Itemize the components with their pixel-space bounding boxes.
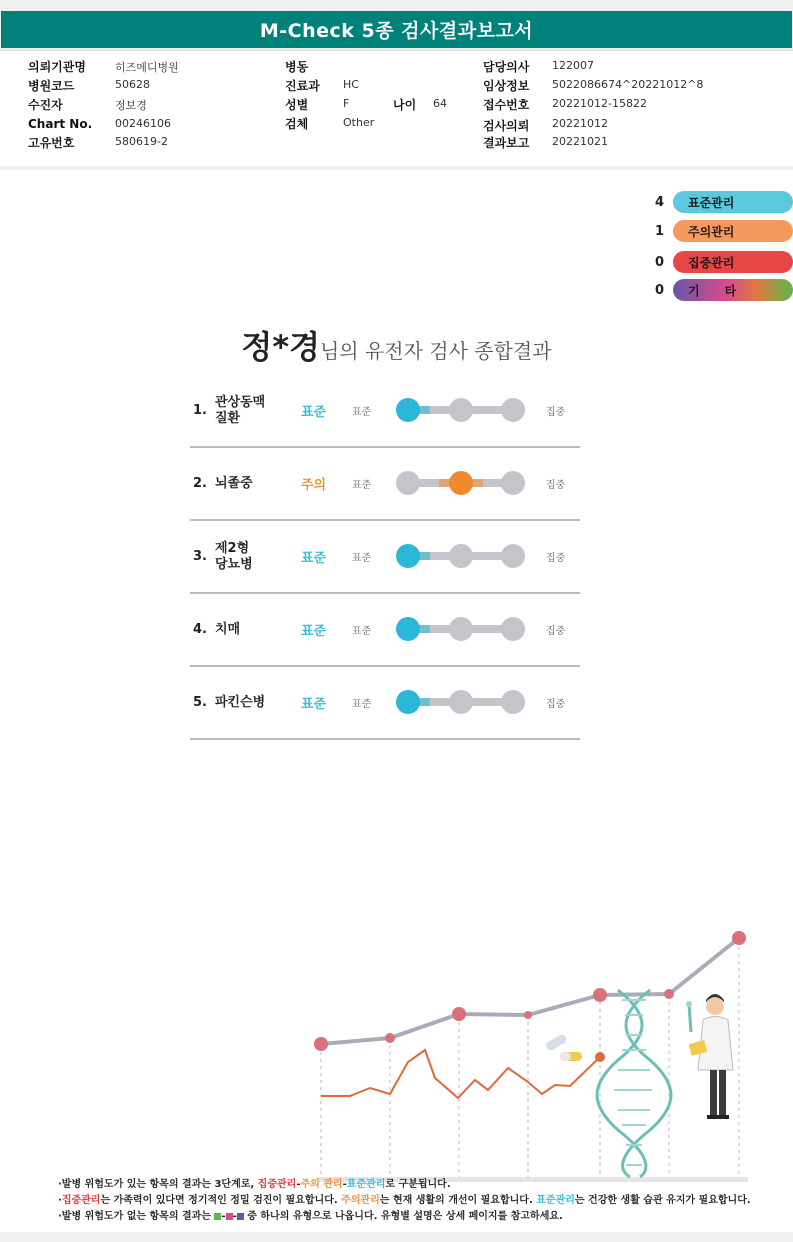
result-number: 1.	[193, 403, 207, 418]
legend-count: 0	[655, 254, 665, 270]
legend-label: 표준관리	[673, 191, 793, 213]
result-item: 파킨슨병	[215, 694, 266, 710]
result-body	[0, 170, 793, 1232]
legend-count: 0	[655, 282, 665, 298]
doctor-icon	[686, 994, 733, 1119]
legend-intensive	[655, 250, 793, 274]
unique-number: 580619-2	[115, 135, 168, 148]
result-status: 표준	[301, 697, 327, 712]
track-dot	[501, 544, 525, 568]
age: 64	[433, 97, 447, 110]
request-date: 20221012	[552, 117, 608, 130]
results-list	[190, 375, 580, 740]
result-row	[190, 375, 580, 448]
risk-level-track	[396, 616, 526, 642]
info-label: 담당의사	[483, 60, 530, 74]
health-chart-illustration	[300, 920, 760, 1220]
scale-high-label: 집중	[546, 407, 566, 418]
report-title: M-Check 5종 검사결과보고서	[1, 11, 792, 48]
legend-count: 4	[655, 194, 665, 210]
track-dot-active	[396, 544, 420, 568]
legend-label: 주의관리	[673, 220, 793, 242]
attending-doctor: 122007	[552, 59, 594, 72]
note-line-3: ·발병 위험도가 없는 항목의 결과는 - - 중 하나의 유형으로 나옵니다. 유형별 설명은 상세 페이지를 참고하세요.	[58, 1211, 563, 1222]
illustration-grey-line	[321, 938, 739, 1044]
patient-info-panel	[0, 50, 793, 166]
summary-suffix: 님의 유전자 검사 종합결과	[319, 339, 552, 363]
report-date: 20221021	[552, 135, 608, 148]
risk-level-track	[396, 470, 526, 496]
summary-name: 정*경	[241, 328, 320, 366]
result-status: 주의	[301, 478, 327, 493]
info-label: 병원코드	[28, 79, 75, 93]
result-number: 3.	[193, 549, 207, 564]
specimen: Other	[343, 116, 375, 129]
pink-square-icon	[226, 1213, 233, 1220]
info-label: Chart No.	[28, 117, 93, 131]
result-number: 4.	[193, 622, 207, 637]
illustration-guides	[321, 940, 739, 1177]
scale-high-label: 집중	[546, 699, 566, 710]
risk-level-track	[396, 543, 526, 569]
result-row	[190, 594, 580, 667]
result-item: 관상동맥 질환	[215, 394, 266, 426]
result-row	[190, 521, 580, 594]
dna-icon	[597, 990, 671, 1177]
track-dot-active	[449, 471, 473, 495]
department: HC	[343, 78, 359, 91]
track-dot	[501, 617, 525, 641]
scale-high-label: 집중	[546, 553, 566, 564]
hospital-code: 50628	[115, 78, 150, 91]
track-dot	[501, 690, 525, 714]
legend-other	[655, 278, 793, 302]
info-label: 병동	[285, 60, 309, 74]
dna-rungs	[614, 1000, 652, 1165]
receipt-number: 20221012-15822	[552, 97, 647, 110]
info-label: 진료과	[285, 79, 320, 93]
scale-low-label: 표준	[352, 626, 372, 637]
notes	[58, 1177, 758, 1225]
info-label: 수진자	[28, 98, 63, 112]
track-dot-active	[396, 617, 420, 641]
track-dot-active	[396, 398, 420, 422]
info-label: 의뢰기관명	[28, 60, 86, 74]
institution-name: 히즈메디병원	[115, 61, 179, 74]
result-status: 표준	[301, 551, 327, 566]
info-label: 접수번호	[483, 98, 530, 112]
track-dot	[501, 398, 525, 422]
result-number: 5.	[193, 695, 207, 710]
patient-name: 정보경	[115, 99, 147, 112]
note-line-1: ·발병 위험도가 있는 항목의 결과는 3단계로, 집중관리-주의 관리-표준관리로 구분됩니다.	[58, 1179, 451, 1190]
legend-count: 1	[655, 223, 665, 239]
info-label: 결과보고	[483, 136, 530, 150]
risk-level-track	[396, 689, 526, 715]
info-label: 나이	[393, 98, 417, 112]
scale-low-label: 표준	[352, 480, 372, 491]
legend-caution	[655, 219, 793, 243]
legend-standard	[655, 190, 793, 214]
info-label: 고유번호	[28, 136, 75, 150]
track-dot	[449, 544, 473, 568]
track-dot	[449, 690, 473, 714]
result-item: 뇌졸중	[215, 475, 253, 491]
result-status: 표준	[301, 405, 327, 420]
illustration-grey-points	[314, 931, 746, 1051]
purple-square-icon	[237, 1213, 244, 1220]
pill-icon	[544, 1033, 582, 1061]
info-label: 성별	[285, 98, 309, 112]
chart-number: 00246106	[115, 117, 171, 130]
sex: F	[343, 97, 350, 110]
scale-low-label: 표준	[352, 553, 372, 564]
legend-label: 집중관리	[673, 251, 793, 273]
track-dot	[449, 398, 473, 422]
info-label: 임상정보	[483, 79, 530, 93]
track-dot	[396, 471, 420, 495]
risk-level-track	[396, 397, 526, 423]
result-number: 2.	[193, 476, 207, 491]
scale-low-label: 표준	[352, 407, 372, 418]
result-row	[190, 667, 580, 740]
result-item: 제2형 당뇨병	[215, 540, 253, 572]
track-dot-active	[396, 690, 420, 714]
result-item: 치매	[215, 621, 241, 637]
scale-low-label: 표준	[352, 699, 372, 710]
summary-title	[0, 322, 793, 368]
note-line-2: ·집중관리는 가족력이 있다면 정기적인 정밀 검진이 필요합니다. 주의관리는 현재 생활의 개선이 필요합니다. 표준관리는 건강한 생활 습관 유지가 필요합니다.	[58, 1195, 751, 1206]
illustration-orange-line	[321, 1050, 600, 1098]
scale-high-label: 집중	[546, 480, 566, 491]
result-row	[190, 448, 580, 521]
info-label: 검체	[285, 117, 309, 131]
track-dot	[501, 471, 525, 495]
info-label: 검사의뢰	[483, 119, 530, 133]
scale-high-label: 집중	[546, 626, 566, 637]
result-status: 표준	[301, 624, 327, 639]
illustration-orange-point	[595, 1052, 605, 1062]
legend-label: 기 타	[673, 279, 793, 301]
track-dot	[449, 617, 473, 641]
clinical-info: 5022086674^20221012^8	[552, 78, 704, 91]
